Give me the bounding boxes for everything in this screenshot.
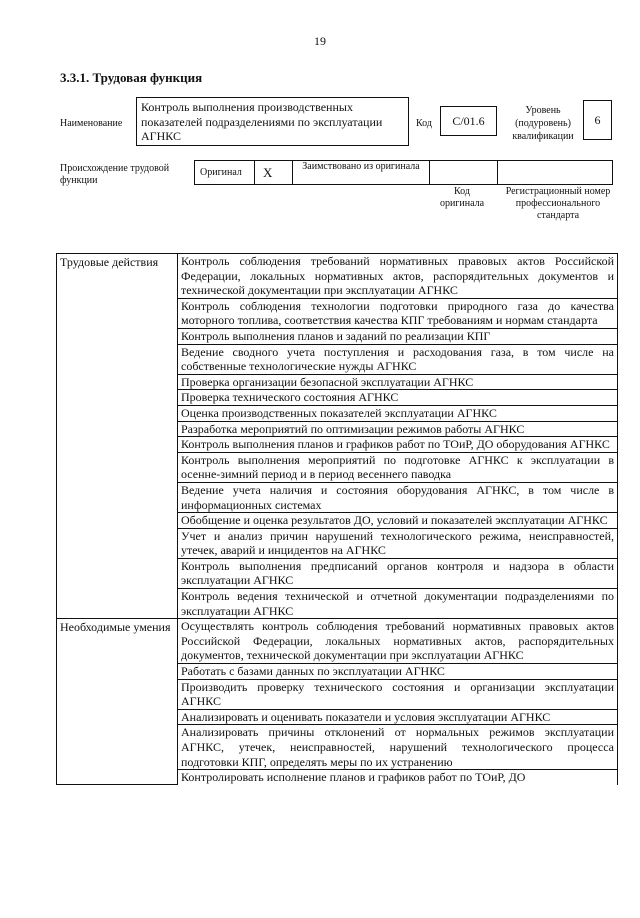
list-item: Контроль выполнения предписаний органов контроля и надзора в области эксплуатации АГНКС (178, 558, 618, 588)
list-item: Анализировать и оценивать показатели и условия эксплуатации АГНКС (178, 709, 618, 725)
list-item: Ведение учета наличия и состояния оборудования АГНКС, в том числе в информационных системах (178, 482, 618, 512)
list-item: Контроль соблюдения технологии подготовки природного газа до качества моторного топлива, соответствия качества КПГ требованиям и нормам стандарта (178, 298, 618, 328)
borrowed-label: Заимствовано из оригинала (302, 161, 420, 172)
list-item: Проверка технического состояния АГНКС (178, 390, 618, 406)
list-item: Контролировать исполнение планов и графиков работ по ТОиР, ДО (178, 770, 618, 785)
list-item: Контроль выполнения мероприятий по подготовке АГНКС к эксплуатации в осенне-зимний период и в период весеннего паводка (178, 452, 618, 482)
table-row (57, 619, 618, 664)
list-item: Ведение сводного учета поступления и расходования газа, в том числе на собственные технологические нужды АГНКС (178, 344, 618, 374)
list-item: Разработка мероприятий по оптимизации режимов работы АГНКС (178, 421, 618, 437)
function-name: Контроль выполнения производственных показателей подразделениями по эксплуатации АГНКС (136, 97, 409, 146)
level-value: 6 (583, 100, 612, 140)
list-item: Работать с базами данных по эксплуатации АГНКС (178, 664, 618, 680)
reg-number-label: Регистрационный номер профессионального стандарта (505, 186, 611, 221)
list-item: Контроль соблюдения требований нормативных правовых актов Российской Федерации, локальных нормативных актов, распорядительных документов и технической документации при эксплуатации АГНКС (178, 254, 618, 299)
list-item: Осуществлять контроль соблюдения требований нормативных правовых актов Российской Федерации, локальных нормативных актов, распорядительных документов, технической документации при эксплуатации АГНКС (178, 619, 618, 664)
original-label: Оригинал (200, 167, 242, 178)
list-item: Оценка производственных показателей эксплуатации АГНКС (178, 405, 618, 421)
list-item: Учет и анализ причин нарушений технологического режима, неисправностей, утечек, аварий и инцидентов на АГНКС (178, 528, 618, 558)
list-item: Контроль ведения технической и отчетной документации подразделениями по эксплуатации АГНКС (178, 589, 618, 619)
level-label: Уровень (подуровень) квалификации (512, 105, 574, 142)
origin-divider (429, 160, 430, 185)
list-item: Анализировать причины отклонений от нормальных режимов эксплуатации АГНКС, утечек, неисправностей, нарушений технологического процесса подготовки КПГ, определять меры по их устранению (178, 725, 618, 770)
section-title: 3.3.1. Трудовая функция (60, 70, 203, 85)
list-item: Обобщение и оценка результатов ДО, условий и показателей эксплуатации АГНКС (178, 513, 618, 529)
page-number: 19 (314, 34, 326, 48)
origin-label: Происхождение трудовой функции (60, 163, 170, 186)
group-label: Трудовые действия (57, 254, 178, 619)
name-label: Наименование (60, 118, 123, 129)
code-value: С/01.6 (440, 106, 497, 136)
list-item: Контроль выполнения планов и заданий по реализации КПГ (178, 328, 618, 344)
code-label: Код (416, 118, 432, 129)
origin-divider (497, 160, 498, 185)
origin-divider (254, 160, 255, 185)
original-mark: Х (263, 165, 273, 180)
table-row (57, 254, 618, 299)
list-item: Производить проверку технического состояния и организации эксплуатации АГНКС (178, 679, 618, 709)
origin-divider (292, 160, 293, 185)
list-item: Контроль выполнения планов и графиков работ по ТОиР, ДО оборудования АГНКС (178, 437, 618, 453)
labor-function-table (56, 253, 618, 785)
list-item: Проверка организации безопасной эксплуатации АГНКС (178, 374, 618, 390)
group-label: Необходимые умения (57, 619, 178, 785)
code-original-label: Код оригинала (439, 186, 485, 209)
